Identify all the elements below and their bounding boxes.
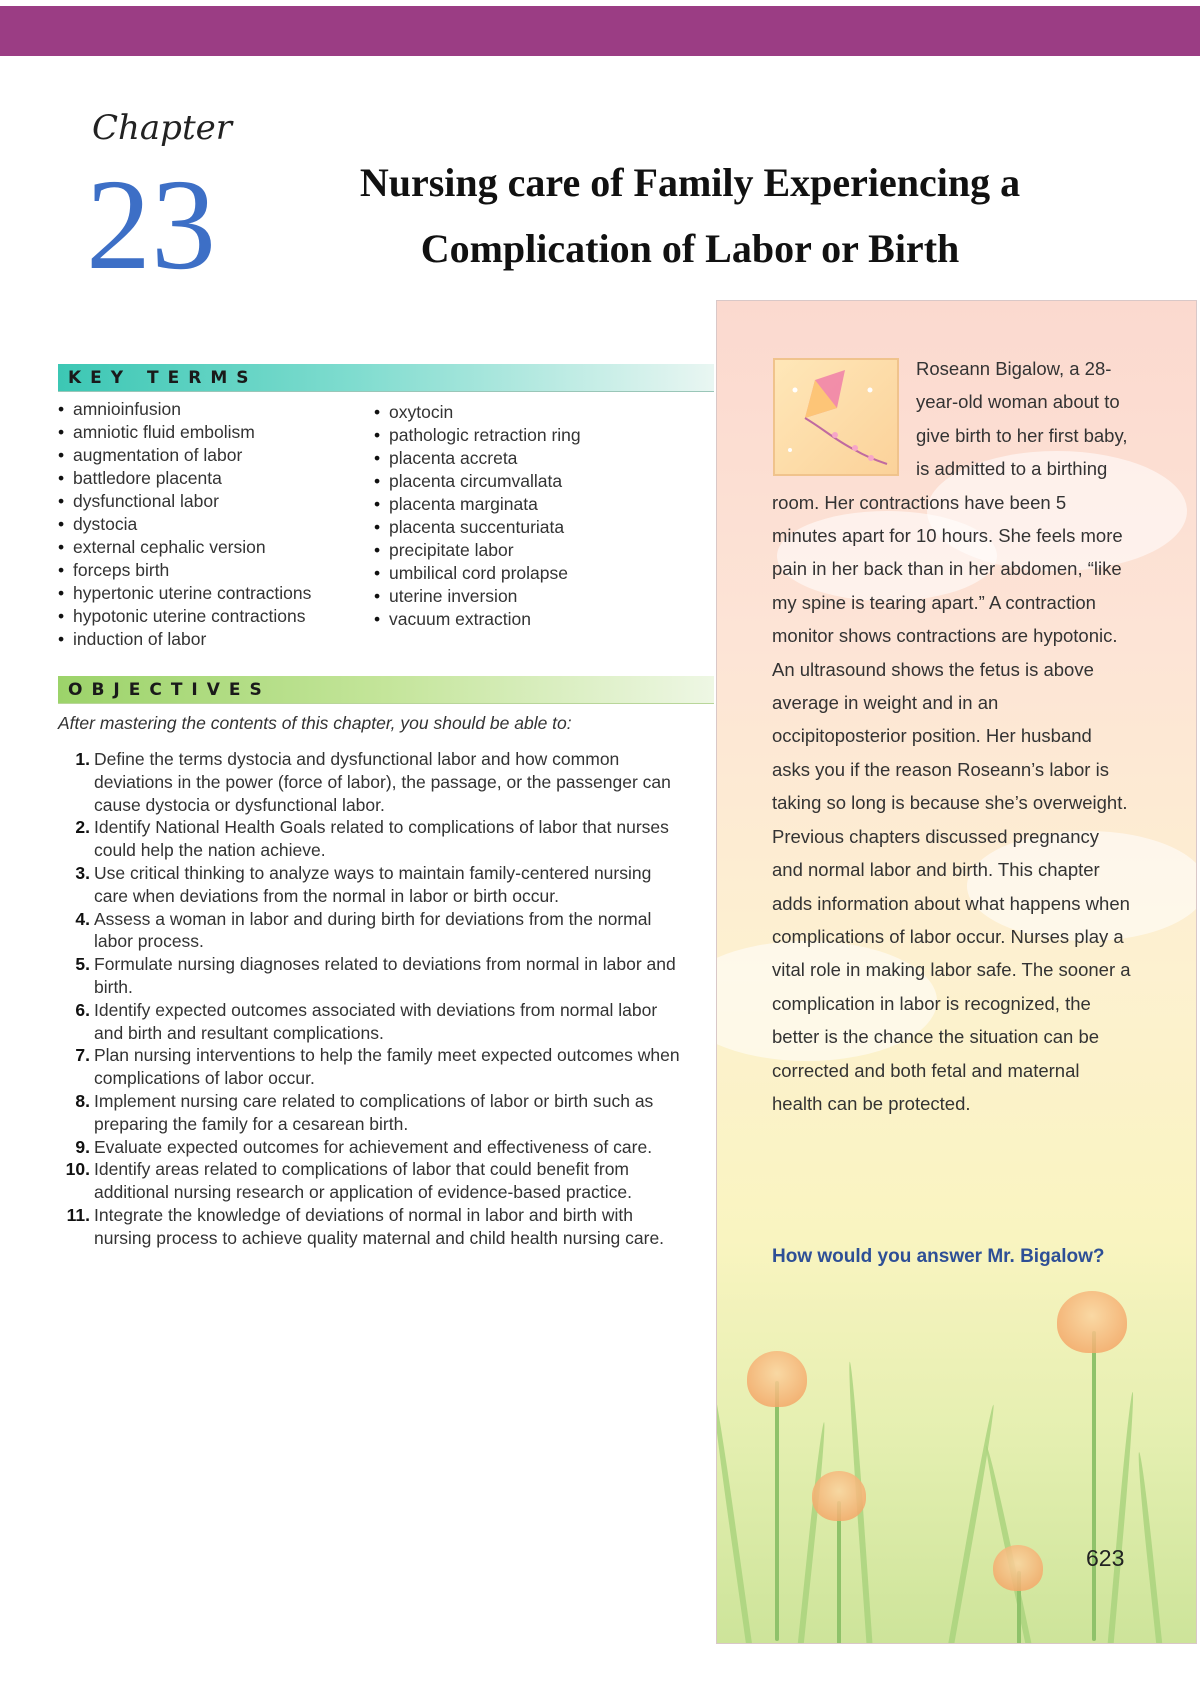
objective-item [56, 816, 684, 862]
key-term: • pathologic retraction ring [374, 424, 581, 447]
objective-text: Integrate the knowledge of deviations of normal in labor and birth with nursing process to achieve quality maternal and child health nursing care. [94, 1204, 665, 1248]
image-float-spacer [772, 352, 916, 485]
key-term: • battledore placenta [58, 467, 311, 490]
flower-icon [1057, 1291, 1127, 1353]
grass-blade [983, 1445, 1033, 1644]
page-number: 623 [1086, 1545, 1125, 1571]
objective-number: 5. [75, 954, 90, 975]
objective-item [56, 1090, 684, 1136]
objective-text: Identify expected outcomes associated with deviations from normal labor and birth and resultant complications. [94, 999, 658, 1043]
objective-text: Implement nursing care related to complications of labor or birth such as preparing the family for a cesarean birth. [94, 1090, 654, 1134]
key-term: • oxytocin [374, 401, 581, 424]
key-term: • hypotonic uterine contractions [58, 605, 311, 628]
objective-number: 11. [66, 1204, 90, 1225]
flower-icon [812, 1471, 866, 1521]
chapter-title-line-1: Nursing care of Family Experiencing a [359, 160, 1021, 205]
grass-blade [716, 1383, 753, 1644]
grass-blade [1107, 1392, 1136, 1644]
flower-stem [1092, 1331, 1096, 1641]
key-term: • dysfunctional labor [58, 490, 311, 513]
key-term: • forceps birth [58, 559, 311, 582]
objective-item [56, 908, 684, 954]
objective-text: Evaluate expected outcomes for achievement and effectiveness of care. [94, 1136, 653, 1157]
objective-number: 4. [75, 908, 90, 929]
flower-icon [747, 1351, 807, 1407]
key-term: • augmentation of labor [58, 444, 311, 467]
objective-number: 2. [75, 817, 90, 838]
objective-text: Assess a woman in labor and during birth for deviations from the normal labor process. [94, 908, 652, 952]
flower-icon [993, 1545, 1043, 1591]
top-color-band [0, 6, 1200, 56]
flower-stem [775, 1381, 779, 1641]
chapter-title-line-2: Complication of Labor or Birth [420, 226, 960, 271]
objective-text: Formulate nursing diagnoses related to deviations from normal in labor and birth. [94, 954, 676, 997]
objective-number: 9. [75, 1136, 90, 1157]
objective-item [56, 999, 684, 1045]
key-terms-heading: KEY TERMS [58, 364, 714, 392]
objective-item [56, 953, 684, 999]
chapter-title [290, 150, 1090, 282]
objective-number: 7. [75, 1045, 90, 1066]
objective-item [56, 1204, 684, 1250]
objective-number: 8. [75, 1090, 90, 1111]
objective-item [56, 1044, 684, 1090]
key-term: • placenta circumvallata [374, 470, 581, 493]
objectives-intro: After mastering the contents of this chapter, you should be able to: [58, 713, 572, 733]
objective-text: Define the terms dystocia and dysfunctional labor and how common deviations in the power (force of labor), the passage, or the passenger can cause dystocia or dysfunctional labor. [94, 749, 671, 815]
key-term: • induction of labor [58, 628, 311, 651]
objective-number: 6. [75, 999, 90, 1020]
key-term: • placenta accreta [374, 447, 581, 470]
grass-blade [947, 1404, 996, 1644]
objective-number: 1. [75, 749, 90, 769]
key-term: • precipitate labor [374, 539, 581, 562]
objective-item [56, 748, 684, 816]
grass-blade [1136, 1452, 1163, 1644]
key-term: • amnioinfusion [58, 398, 311, 421]
chapter-number: 23 [86, 153, 216, 297]
objective-number: 10. [65, 1159, 90, 1180]
key-term: • placenta succenturiata [374, 516, 581, 539]
objective-text: Use critical thinking to analyze ways to maintain family-centered nursing care when deviations from the normal in labor or birth occur. [94, 862, 652, 906]
key-term: • vacuum extraction [374, 608, 581, 631]
flower-stem [837, 1501, 841, 1644]
objective-text: Plan nursing interventions to help the family meet expected outcomes when complications of labor occur. [94, 1045, 680, 1089]
objective-text: Identify areas related to complications of labor that could benefit from additional nursing research or application of evidence-based practice. [94, 1159, 632, 1203]
case-study-paragraph-2: Previous chapters discussed pregnancy and normal labor and birth. This chapter adds information about what happens when complications of labor occur. Nurses play a vital role in making labor safe. The sooner a complication in labor is recognized, the better is the chance the situation can be corrected and both fetal and maternal health can be protected. [772, 825, 1131, 1114]
key-term: • dystocia [58, 513, 311, 536]
key-term: • umbilical cord prolapse [374, 562, 581, 585]
key-term: • hypertonic uterine contractions [58, 582, 311, 605]
case-study-paragraph-1: Roseann Bigalow, a 28-year-old woman about to give birth to her first baby, is admitted to a birthing room. Her contractions have been 5 minutes apart for 10 hours. She feels more pain in her back than in her abdomen, “like my spine is tearing apart.” A contraction monitor shows contractions are hypotonic. An ultrasound shows the fetus is above average in weight and in an occipitoposterior position. Her husband asks you if the reason Roseann’s labor is taking so long is because she’s overweight. [772, 358, 1128, 814]
grass-blade [797, 1422, 827, 1644]
key-term: • amniotic fluid embolism [58, 421, 311, 444]
objective-text: Identify National Health Goals related to complications of labor that nurses could help the nation achieve. [94, 817, 669, 861]
objectives-heading: OBJECTIVES [58, 676, 714, 704]
chapter-label: Chapter [92, 108, 232, 148]
key-terms-column-2 [374, 401, 581, 631]
objective-item [56, 1136, 684, 1159]
objective-number: 3. [75, 862, 90, 883]
key-term: • uterine inversion [374, 585, 581, 608]
case-study-question: How would you answer Mr. Bigalow? [772, 1246, 1105, 1267]
objective-item [56, 1158, 684, 1204]
case-study-text [772, 352, 1132, 1120]
key-term: • external cephalic version [58, 536, 311, 559]
key-terms-column-1 [58, 398, 311, 651]
objective-item [56, 862, 684, 908]
key-term: • placenta marginata [374, 493, 581, 516]
objectives-list [56, 748, 684, 1250]
